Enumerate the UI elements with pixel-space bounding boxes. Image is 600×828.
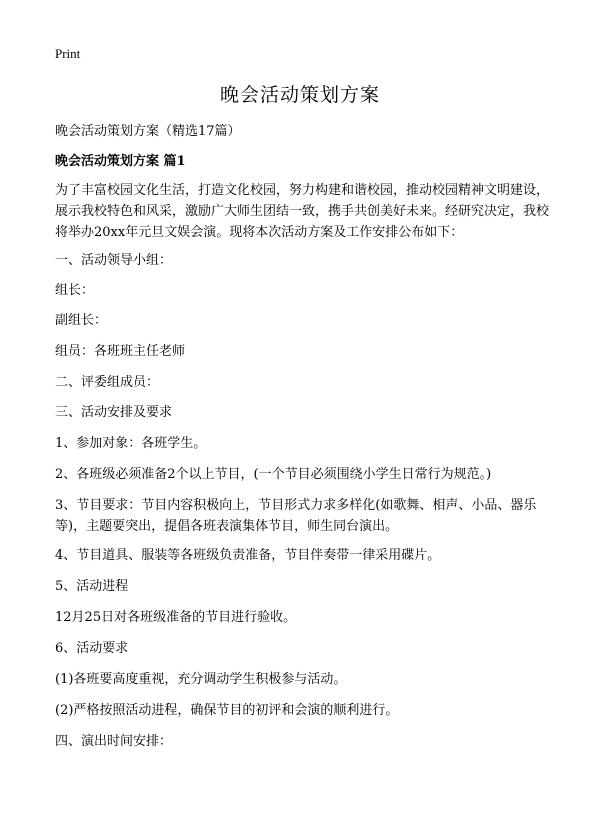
paragraph-activity-requirements: 6、活动要求 xyxy=(55,641,129,656)
paragraph-inspection-date: 12月25日对各班级准备的节目进行验收。 xyxy=(55,610,297,625)
paragraph-group-leader: 组长： xyxy=(55,283,95,298)
paragraph-members: 组员：各班班主任老师 xyxy=(55,344,186,359)
paragraph-judges: 二、评委组成员： xyxy=(55,375,160,390)
paragraph-arrangements: 三、活动安排及要求 xyxy=(55,405,173,420)
paragraph-props: 4、节目道具、服装等各班级负责准备，节目伴奏带一律采用碟片。 xyxy=(55,548,441,563)
intro-paragraph: 为了丰富校园文化生活，打造文化校园，努力构建和谐校园，推动校园精神文明建设，展示我校特色和风采，激励广大师生团结一致，携手共创美好未来。经研究决定，我校将举办20xx年元旦文娱会演。现将本次活动方案及工作安排公布如下： xyxy=(55,183,550,240)
paragraph-leadership-group: 一、活动领导小组： xyxy=(55,253,173,268)
section-heading: 晚会活动策划方案 篇1 xyxy=(55,154,186,169)
paragraph-deputy-leader: 副组长： xyxy=(55,313,108,328)
document-title: 晚会活动策划方案 xyxy=(219,84,380,106)
paragraph-requirement-1: (1)各班要高度重视，充分调动学生积极参与活动。 xyxy=(55,672,347,687)
paragraph-programs-count: 2、各班级必须准备2个以上节目，(一个节目必须围绕小学生日常行为规范。) xyxy=(55,467,492,482)
document-subtitle: 晚会活动策划方案（精选17篇） xyxy=(55,124,241,139)
paragraph-participants: 1、参加对象：各班学生。 xyxy=(55,436,207,451)
paragraph-schedule: 四、演出时间安排： xyxy=(55,734,173,749)
paragraph-progress: 5、活动进程 xyxy=(55,579,129,594)
paragraph-requirement-2: (2)严格按照活动进程，确保节目的初评和会演的顺利进行。 xyxy=(55,703,399,718)
paragraph-program-requirements: 3、节目要求：节目内容积极向上，节目形式力求多样化(如歌舞、相声、小品、器乐等)，主题要突出，提倡各班表演集体节目，师生同台演出。 xyxy=(55,498,537,534)
print-link[interactable]: Print xyxy=(55,46,81,61)
